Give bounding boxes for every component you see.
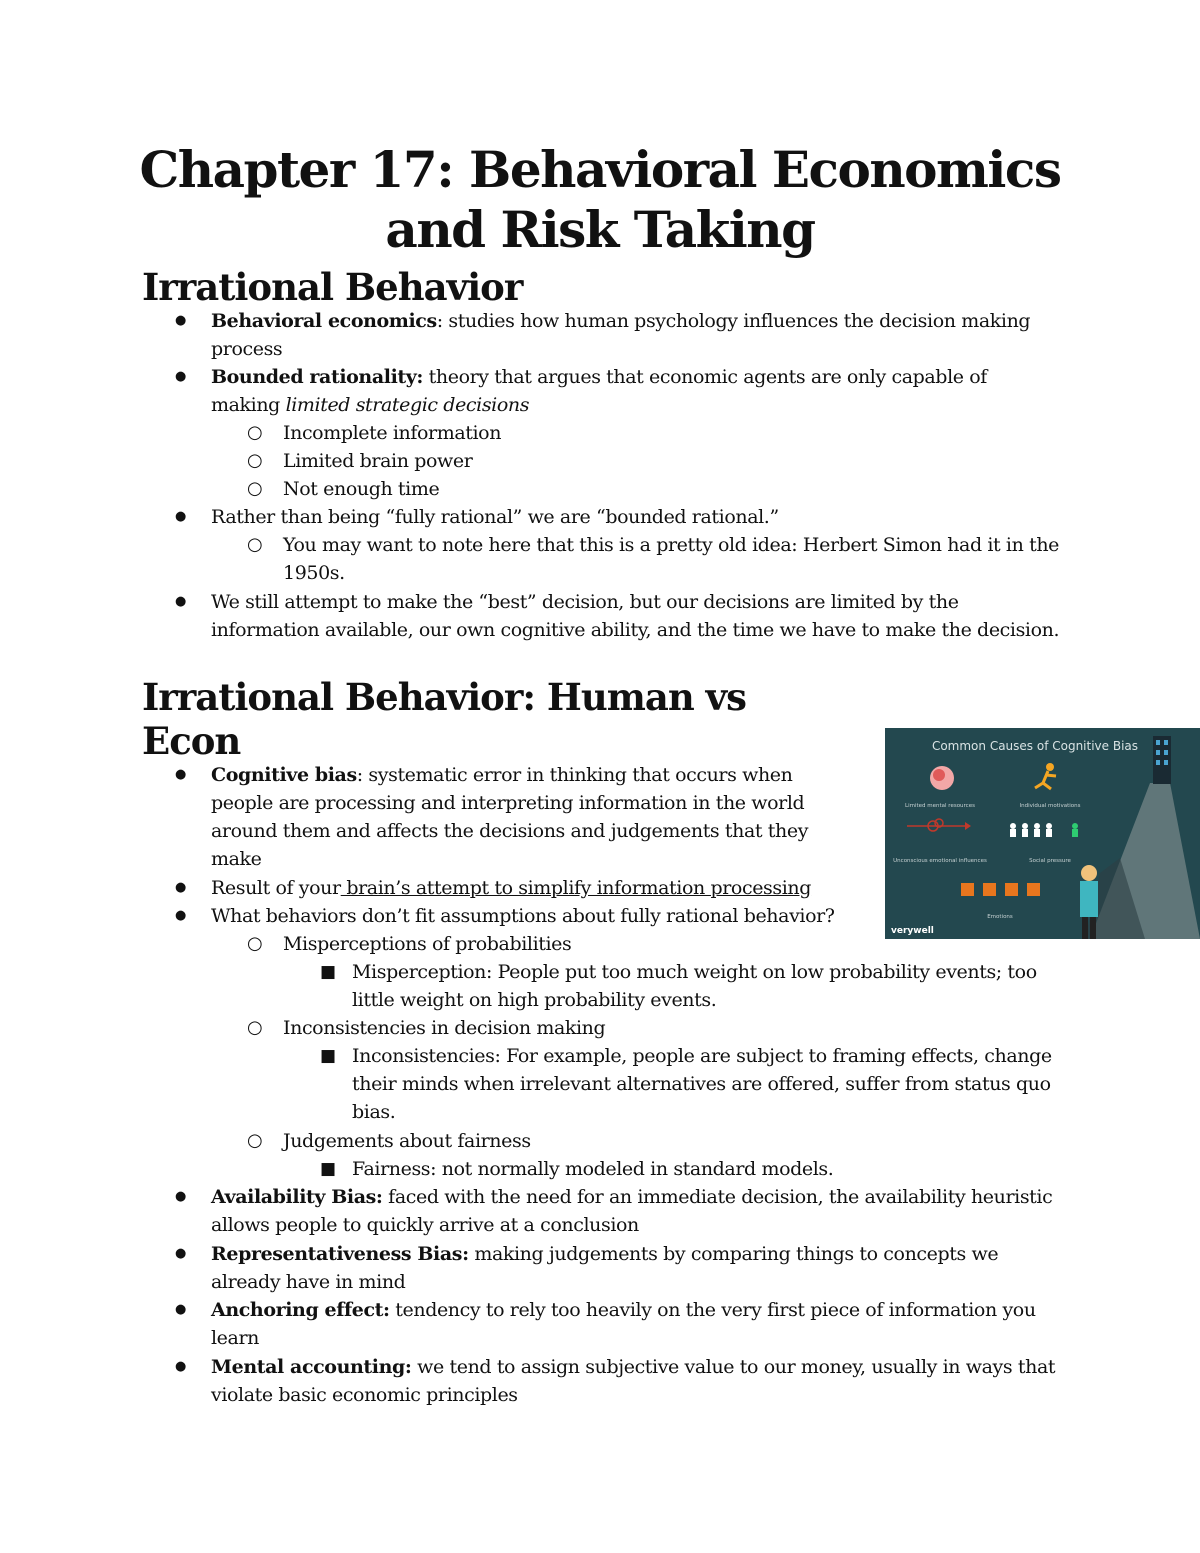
list-item-what-behaviors: [175, 902, 1061, 930]
section-heading-irrational-behavior: Irrational Behavior: [142, 265, 523, 309]
bullet-square: ■: [320, 962, 336, 982]
list-item-inconsistencies-detail: [320, 1042, 1062, 1126]
section-heading-human-vs-econ: [142, 675, 746, 763]
list-item-incomplete-information: [247, 419, 1063, 447]
bullet-disc: ●: [175, 1359, 186, 1374]
bullet-disc: ●: [175, 594, 186, 609]
list-item-herbert-simon: [247, 531, 1063, 587]
item-text: Result of your: [211, 877, 341, 899]
caption-social-pressure: Social pressure: [1029, 858, 1071, 864]
definition: we tend to assign subjective value to our money, usually in ways that violate basic economic principles: [211, 1356, 1056, 1406]
bullet-disc: ●: [175, 1246, 186, 1261]
building-icon: [1153, 736, 1171, 784]
list-item-inconsistencies: [247, 1014, 1063, 1042]
bullet-circle: ○: [247, 478, 263, 499]
definition: : studies how human psychology influences the decision making process: [211, 310, 1031, 360]
term: Representativeness Bias:: [211, 1243, 469, 1265]
bullet-square: ■: [320, 1159, 336, 1179]
bullet-circle: ○: [247, 422, 263, 443]
definition: theory that argues that economic agents are only capable of making: [211, 366, 987, 416]
list-item-best-decision: [175, 588, 1061, 644]
term: Mental accounting:: [211, 1356, 412, 1378]
caption-emotions: Emotions: [987, 914, 1013, 920]
item-text: What behaviors don’t fit assumptions about fully rational behavior?: [211, 905, 835, 927]
item-text: We still attempt to make the “best” decision, but our decisions are limited by the information available, our own cognitive ability, and the time we have to make the decision.: [211, 591, 1060, 641]
list-item-cognitive-bias: [175, 761, 831, 873]
emphasis: limited strategic decisions: [285, 394, 530, 416]
heading-line-1: Irrational Behavior: Human vs: [142, 675, 746, 719]
bullet-circle: ○: [247, 1017, 263, 1038]
item-text: You may want to note here that this is a pretty old idea: Herbert Simon had it in the 1950s.: [283, 534, 1060, 584]
bullet-disc: ●: [175, 313, 186, 328]
item-text: Rather than being “fully rational” we are “bounded rational.”: [211, 506, 779, 528]
list-item-fairness-detail: [320, 1155, 1062, 1183]
caption-limited-mental: Limited mental resources: [905, 803, 975, 809]
bullet-circle: ○: [247, 1130, 263, 1151]
underlined-text: brain’s attempt to simplify information processing: [340, 877, 812, 899]
heading-line-2: Econ: [142, 719, 241, 763]
bullet-disc: ●: [175, 1189, 186, 1204]
list-item-misperceptions: [247, 930, 1063, 958]
bullet-disc: ●: [175, 1302, 186, 1317]
list-item-brain-attempt: [175, 874, 1061, 902]
list-item-bounded-rationality: [175, 363, 1061, 419]
item-text: Misperceptions of probabilities: [283, 933, 572, 955]
definition: tendency to rely too heavily on the very first piece of information you learn: [211, 1299, 1036, 1349]
list-item-not-enough-time: [247, 475, 1063, 503]
verywell-logo: verywell: [891, 926, 934, 936]
item-text: Fairness: not normally modeled in standard models.: [352, 1158, 834, 1180]
bullet-disc: ●: [175, 509, 186, 524]
bullet-square: ■: [320, 1046, 336, 1066]
definition: faced with the need for an immediate decision, the availability heuristic allows people to quickly arrive at a conclusion: [211, 1186, 1053, 1236]
list-item-bounded-rational: [175, 503, 1061, 531]
definition: : systematic error in thinking that occurs when people are processing and interpreting information in the world around them and affects the decisions and judgements that they make: [211, 764, 809, 870]
item-text: Not enough time: [283, 478, 440, 500]
title-line-1: Chapter 17: Behavioral Economics: [139, 140, 1061, 199]
term: Behavioral economics: [211, 310, 437, 332]
list-item-anchoring-effect: [175, 1296, 1061, 1352]
item-text: Inconsistencies in decision making: [283, 1017, 606, 1039]
list-item-fairness: [247, 1127, 1063, 1155]
bullet-circle: ○: [247, 450, 263, 471]
title-line-2: and Risk Taking: [385, 200, 815, 259]
page-title: [0, 140, 1200, 260]
bullet-disc: ●: [175, 369, 186, 384]
bullet-circle: ○: [247, 933, 263, 954]
item-text: Misperception: People put too much weight on low probability events; too little weight on high probability events.: [352, 961, 1037, 1011]
list-item-limited-brain-power: [247, 447, 1063, 475]
item-text: Inconsistencies: For example, people are subject to framing effects, change their minds when irrelevant alternatives are offered, suffer from status quo bias.: [352, 1045, 1052, 1123]
list-item-availability-bias: [175, 1183, 1061, 1239]
caption-individual-motivations: Individual motivations: [1019, 803, 1081, 809]
bullet-disc: ●: [175, 880, 186, 895]
list-item-mental-accounting: [175, 1353, 1061, 1409]
term: Anchoring effect:: [211, 1299, 390, 1321]
figure-title: Common Causes of Cognitive Bias: [931, 739, 1139, 753]
item-text: Limited brain power: [283, 450, 473, 472]
caption-unconscious: Unconscious emotional influences: [893, 858, 987, 864]
brain-head-icon: [930, 766, 954, 790]
bullet-disc: ●: [175, 908, 186, 923]
definition: making judgements by comparing things to concepts we already have in mind: [211, 1243, 999, 1293]
list-item-representativeness-bias: [175, 1240, 1061, 1296]
term: Bounded rationality:: [211, 366, 424, 388]
term: Cognitive bias: [211, 764, 357, 786]
list-item-misperception-detail: [320, 958, 1062, 1014]
item-text: Incomplete information: [283, 422, 502, 444]
list-item-behavioral-economics: [175, 307, 1061, 363]
item-text: Judgements about fairness: [283, 1130, 531, 1152]
bullet-disc: ●: [175, 767, 186, 782]
term: Availability Bias:: [211, 1186, 383, 1208]
bullet-circle: ○: [247, 534, 263, 555]
